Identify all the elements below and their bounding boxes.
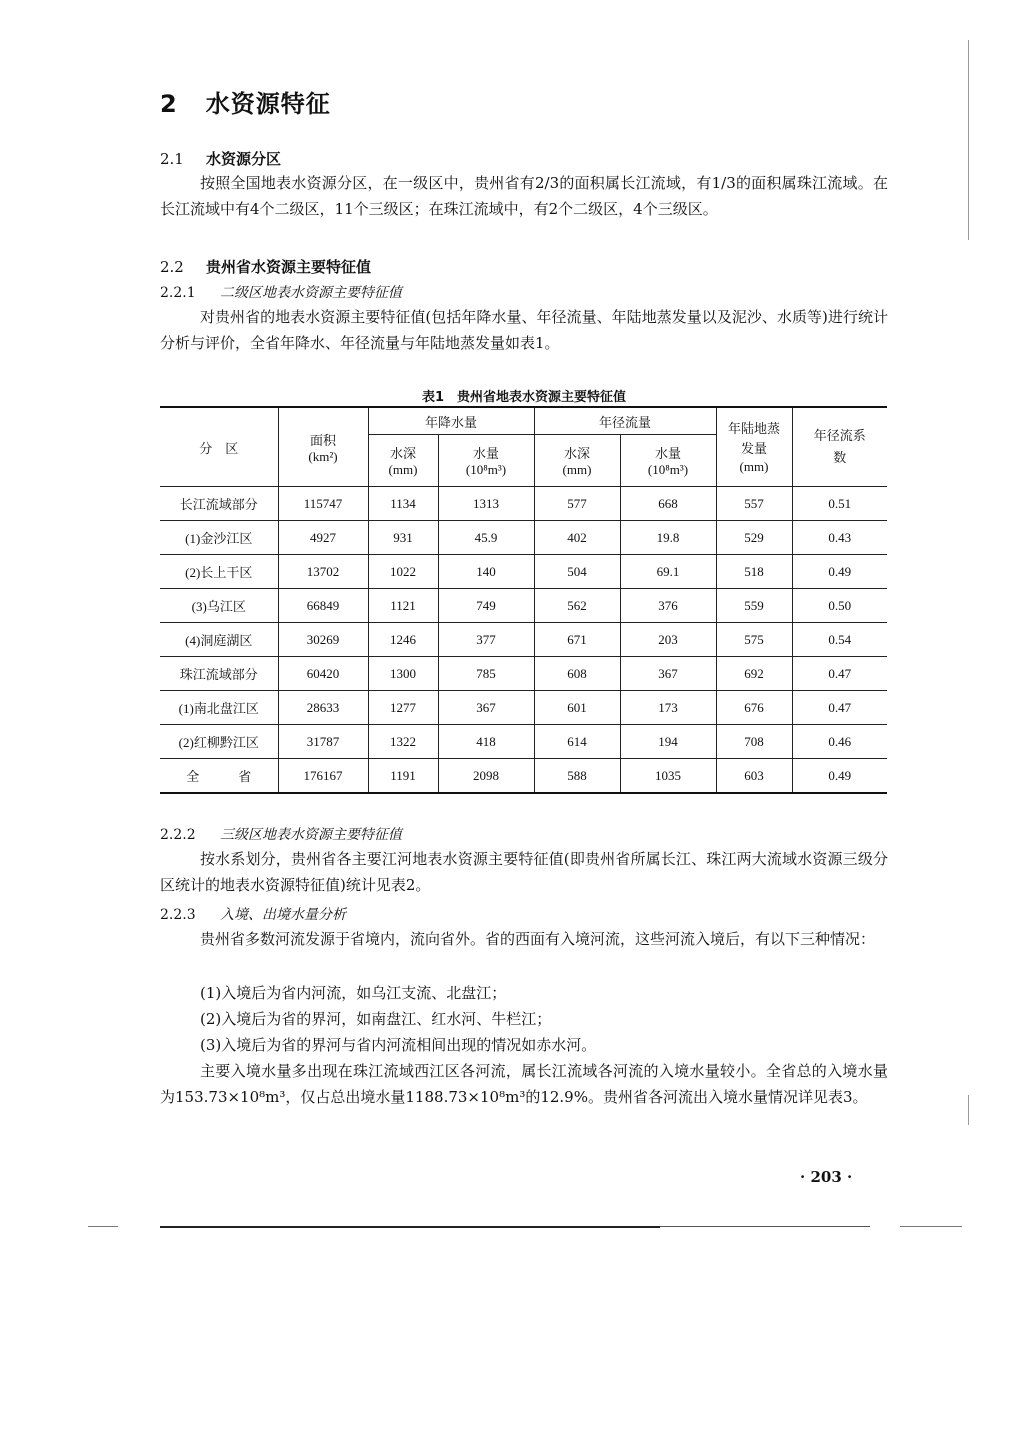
table-row: (1)南北盘江区 28633 1277 367 601 173 676 0.47 <box>160 691 887 725</box>
table-row: (3)乌江区 66849 1121 749 562 376 559 0.50 <box>160 589 887 623</box>
bottom-rule-right-fragment <box>900 1226 962 1227</box>
paragraph-2-2-1: 对贵州省的地表水资源主要特征值(包括年降水量、年径流量、年陆地蒸发量以及泥沙、水质等)进行统计分析与评价，全省年降水、年径流量与年陆地蒸发量如表1。 <box>160 308 888 352</box>
paragraph-2-2-3: 贵州省多数河流发源于省境内，流向省外。省的西面有入境河流，这些河流入境后，有以下三种情况： <box>200 930 876 948</box>
list-item: (1)入境后为省内河流，如乌江支流、北盘江； <box>200 984 507 1002</box>
water-resources-table <box>160 406 887 794</box>
heading-2-1: 2.1 水资源分区 <box>160 150 282 168</box>
header-precip-depth: 水深 (mm) <box>368 435 438 487</box>
paragraph-2-1: 按照全国地表水资源分区，在一级区中，贵州省有2/3的面积属长江流域，有1/3的面积属珠江流域。在长江流域中有4个二级区，11个三级区；在珠江流域中，有2个二级区，4个三级区。 <box>160 174 888 218</box>
heading-2-2-3: 2.2.3 入境、出境水量分析 <box>160 907 346 923</box>
table-row: (1)金沙江区 4927 931 45.9 402 19.8 529 0.43 <box>160 521 887 555</box>
header-coef: 年径流系数 <box>792 407 887 487</box>
scan-edge-mark <box>968 1095 969 1125</box>
bottom-rule-tail <box>660 1226 870 1227</box>
paragraph-2-2-2: 按水系划分，贵州省各主要江河地表水资源主要特征值(即贵州省所属长江、珠江两大流域水资源三级分区统计的地表水资源特征值)统计见表2。 <box>160 850 888 894</box>
list-item: (2)入境后为省的界河，如南盘江、红水河、牛栏江； <box>200 1010 552 1028</box>
table-row: (2)红柳黔江区 31787 1322 418 614 194 708 0.46 <box>160 725 887 759</box>
heading-2-2-1: 2.2.1 二级区地表水资源主要特征值 <box>160 285 402 301</box>
section-number: 2 <box>160 90 178 118</box>
list-item: (3)入境后为省的界河与省内河流相间出现的情况如赤水河。 <box>200 1036 597 1054</box>
header-runoff-depth: 水深 (mm) <box>534 435 620 487</box>
page-number: · 203 · <box>800 1168 853 1186</box>
table-caption: 表1 贵州省地表水资源主要特征值 <box>421 390 627 405</box>
table-row: (2)长上干区 13702 1022 140 504 69.1 518 0.49 <box>160 555 887 589</box>
header-zone: 分 区 <box>160 407 278 487</box>
header-precip-volume: 水量 (10⁸m³) <box>438 435 534 487</box>
paragraph-2-2-3-closing: 主要入境水量多出现在珠江流域西江区各河流，属长江流域各河流的入境水量较小。全省总的入境水量为153.73×10⁸m³，仅占总出境水量1188.73×10⁸m³的12.9%。贵州省各河流出入境水量情况详见表3。 <box>160 1062 888 1106</box>
header-runoff: 年径流量 <box>534 407 716 435</box>
table-row: (4)洞庭湖区 30269 1246 377 671 203 575 0.54 <box>160 623 887 657</box>
table-row: 珠江流域部分 60420 1300 785 608 367 692 0.47 <box>160 657 887 691</box>
header-area: 面积 (km²) <box>278 407 368 487</box>
header-precip: 年降水量 <box>368 407 534 435</box>
scan-edge-mark <box>968 40 969 240</box>
header-evap: 年陆地蒸发量 (mm) <box>716 407 792 487</box>
heading-2-2-2: 2.2.2 三级区地表水资源主要特征值 <box>160 827 402 843</box>
heading-2-2: 2.2 贵州省水资源主要特征值 <box>160 258 372 276</box>
section-title: 水资源特征 <box>205 90 331 118</box>
bottom-rule-left-fragment <box>88 1226 118 1227</box>
header-runoff-volume: 水量 (10⁸m³) <box>620 435 716 487</box>
bottom-rule <box>160 1226 660 1228</box>
section-heading <box>160 84 331 119</box>
table-row: 长江流域部分 115747 1134 1313 577 668 557 0.51 <box>160 487 887 521</box>
table-row-total: 全 省 176167 1191 2098 588 1035 603 0.49 <box>160 759 887 794</box>
